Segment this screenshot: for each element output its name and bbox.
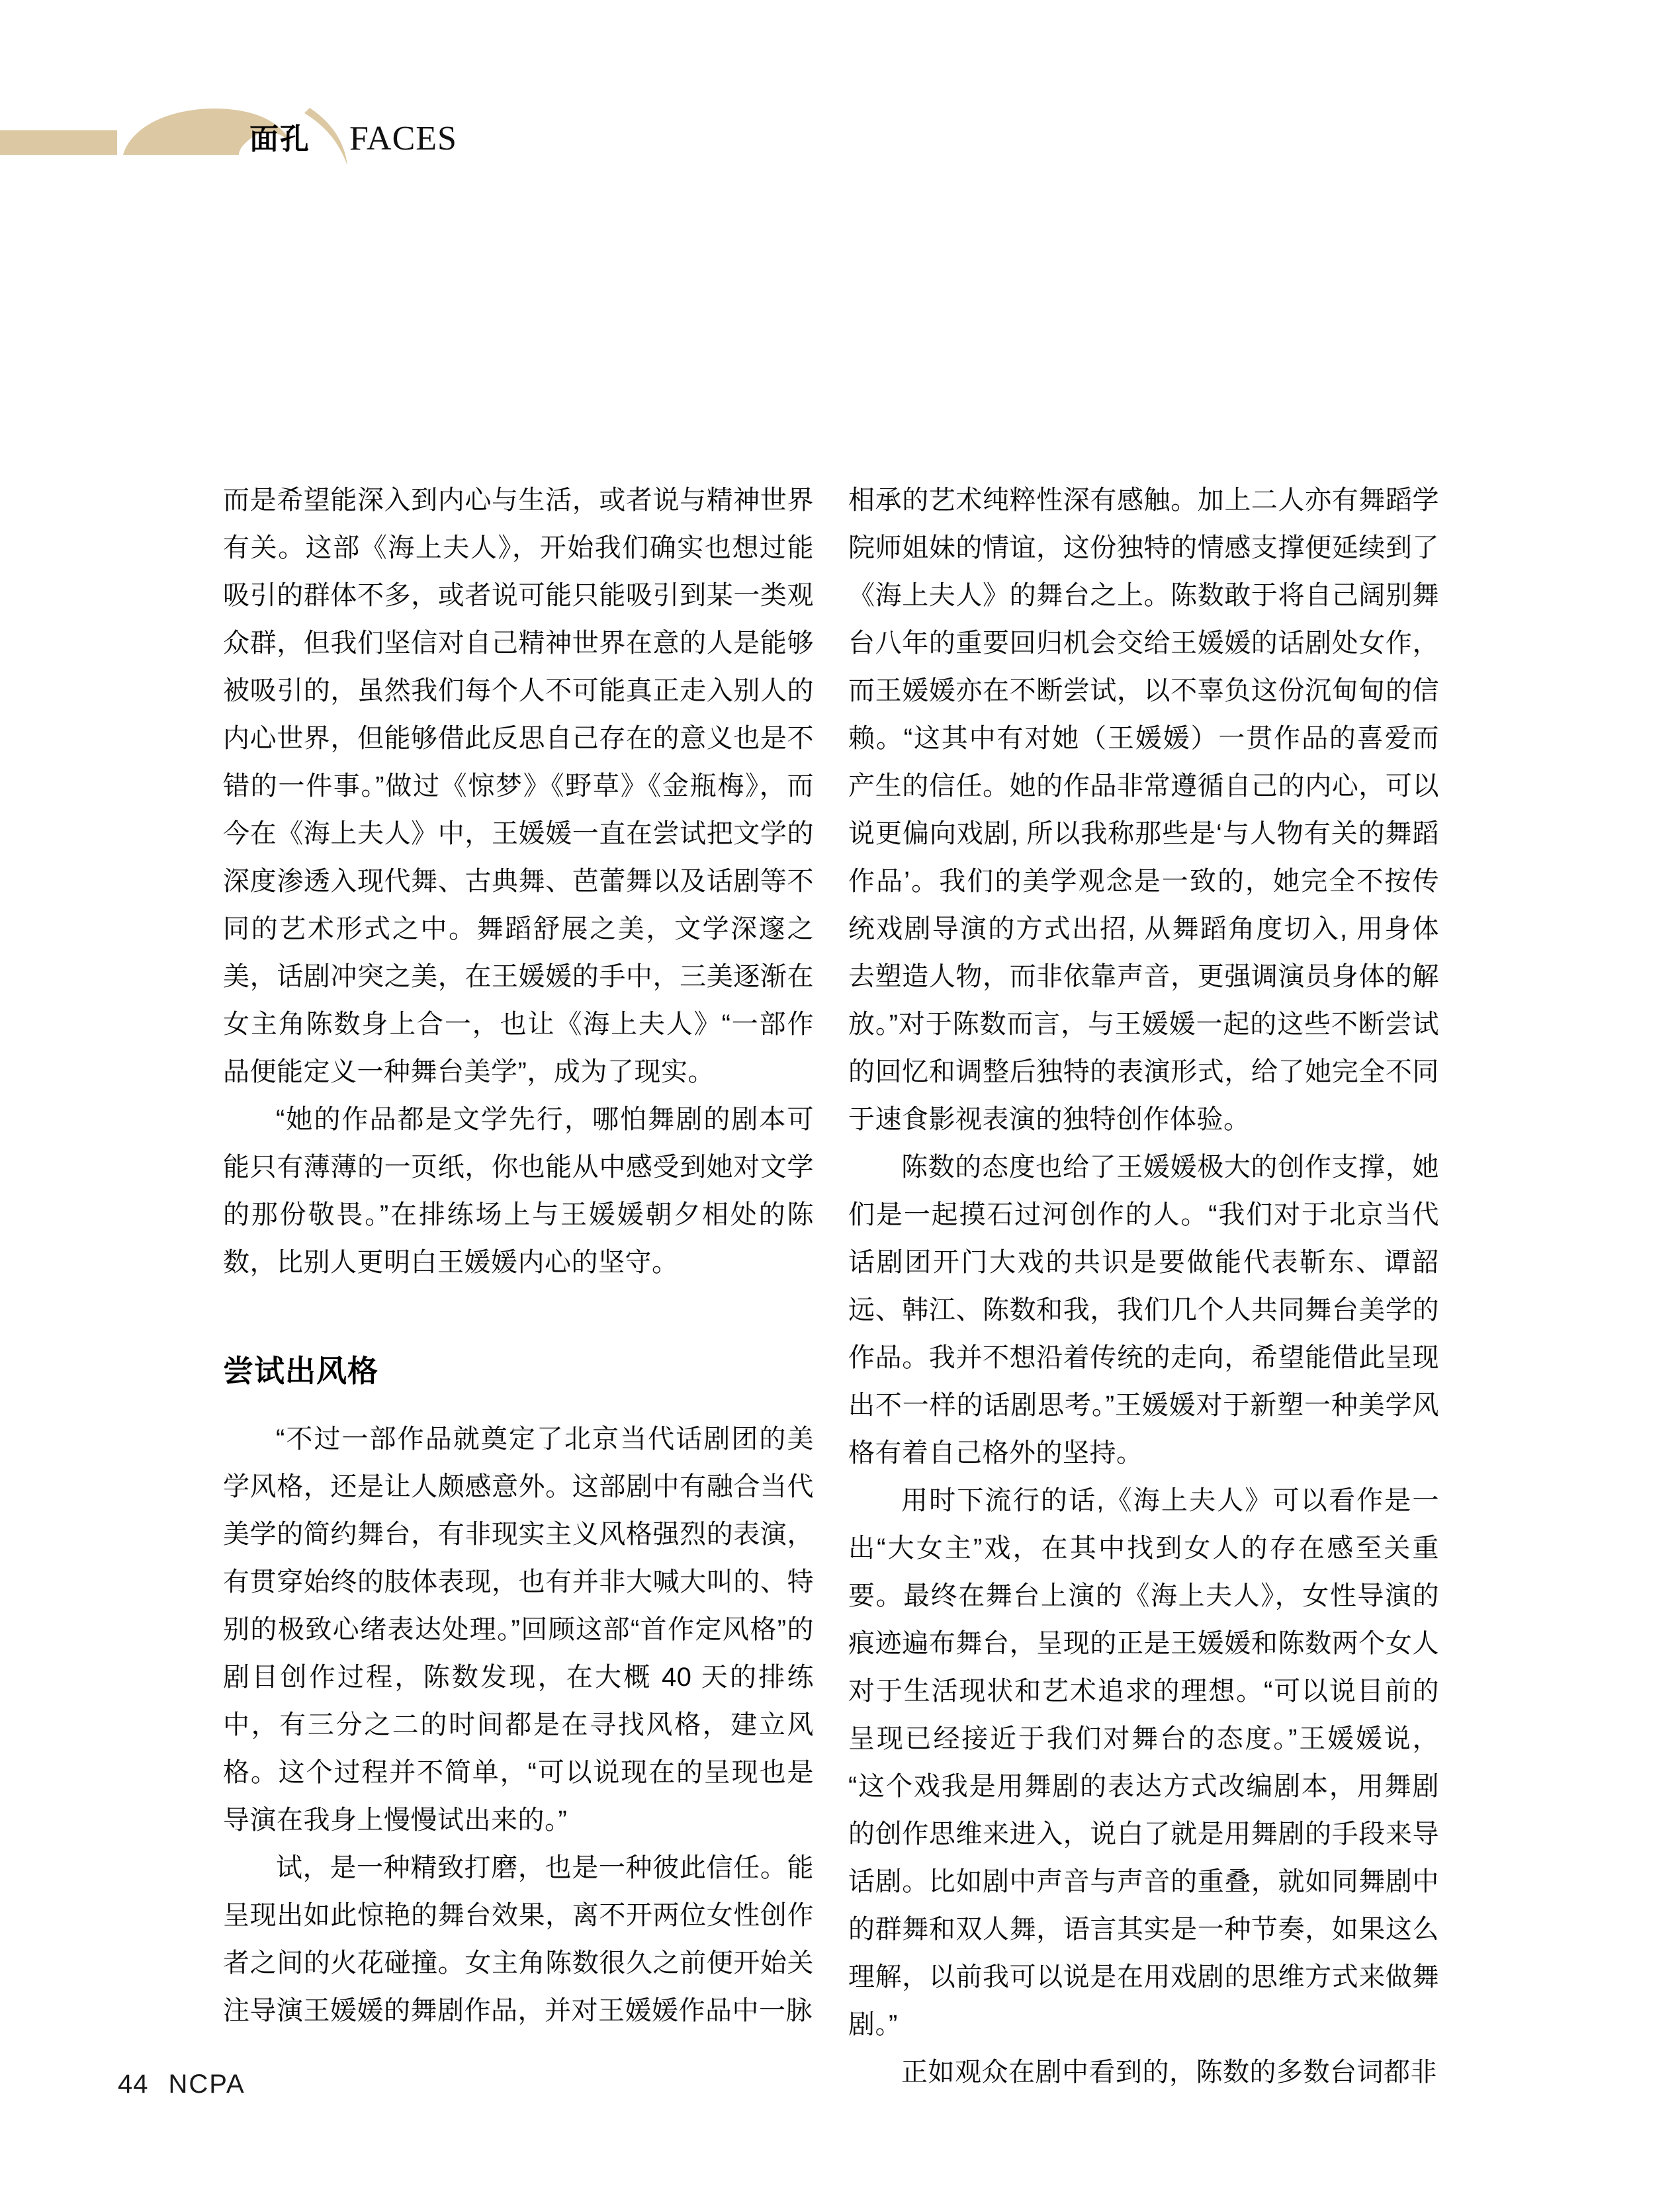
paragraph-trial-and-trust: 试，是一种精致打磨，也是一种彼此信任。能呈现出如此惊艳的舞台效果，离不开两位女性创作者之间的火花碰撞。女主角陈数很久之前便开始关注导演王媛媛的舞剧作品，并对王媛媛作品中一脉 [223, 1853, 814, 2025]
right-column [848, 476, 1439, 2096]
paragraph-literature-quote: “她的作品都是文学先行，哪怕舞剧的剧本可能只有薄薄的一页纸，你也能从中感受到她对文学的那份敬畏。”在排练场上与王媛媛朝夕相处的陈数，比别人更明白王媛媛内心的坚守。 [223, 1105, 814, 1277]
journal-abbreviation: NCPA [168, 2070, 245, 2099]
section-title-chinese: 面孔 [249, 123, 310, 155]
page-footer [118, 2068, 245, 2100]
paragraph-style-discovery: “不过一部作品就奠定了北京当代话剧团的美学风格，还是让人颇感意外。这部剧中有融合当代美学的简约舞台，有非现实主义风格强烈的表演，有贯穿始终的肢体表现，也有并非大喊大叫的、特别的极致心绪表达处理。”回顾这部“首作定风格”的剧目创作过程，陈数发现，在大概 40 天的排练中，有三分之二的时间都是在寻找风格，建立风格。这个过程并不简单，“可以说现在的呈现也是导演在我身上慢慢试出来的。” [223, 1424, 814, 1835]
paragraph-continued-right: 相承的艺术纯粹性深有感触。加上二人亦有舞蹈学院师姐妹的情谊，这份独特的情感支撑便延续到了《海上夫人》的舞台之上。陈数敢于将自己阔别舞台八年的重要回归机会交给王媛媛的话剧处女作，而王媛媛亦在不断尝试，以不辜负这份沉甸甸的信赖。“这其中有对她（王媛媛）一贯作品的喜爱而产生的信任。她的作品非常遵循自己的内心，可以说更偏向戏剧, 所以我称那些是‘与人物有关的舞蹈作品’。我们的美学观念是一致的，她完全不按传统戏剧导演的方式出招, 从舞蹈角度切入, 用身体去塑造人物，而非依靠声音，更强调演员身体的解放。”对于陈数而言，与王媛媛一起的这些不断尝试的回忆和调整后独特的表演形式，给了她完全不同于速食影视表演的独特创作体验。 [848, 486, 1439, 1134]
banner-crescent-shape [304, 108, 347, 165]
subsection-heading: 尝试出风格 [223, 1354, 378, 1389]
paragraph-heroine-play: 用时下流行的话,《海上夫人》可以看作是一出“大女主”戏，在其中找到女人的存在感至关重要。最终在舞台上演的《海上夫人》，女性导演的痕迹遍布舞台，呈现的正是王媛媛和陈数两个女人对于生活现状和艺术追求的理想。“可以说目前的呈现已经接近于我们对舞台的态度。”王媛媛说，“这个戏我是用舞剧的表达方式改编剧本，用舞剧的创作思维来进入，说白了就是用舞剧的手段来导话剧。比如剧中声音与声音的重叠，就如同舞剧中的群舞和双人舞，语言其实是一种节奏，如果这么理解，以前我可以说是在用戏剧的思维方式来做舞剧。” [848, 1486, 1439, 2039]
paragraph-continued-from-previous-page: 而是希望能深入到内心与生活，或者说与精神世界有关。这部《海上夫人》，开始我们确实也想过能吸引的群体不多，或者说可能只能吸引到某一类观众群，但我们坚信对自己精神世界在意的人是能够被吸引的，虽然我们每个人不可能真正走入别人的内心世界，但能够借此反思自己存在的意义也是不错的一件事。”做过《惊梦》《野草》《金瓶梅》，而今在《海上夫人》中，王媛媛一直在尝试把文学的深度渗透入现代舞、古典舞、芭蕾舞以及话剧等不同的艺术形式之中。舞蹈舒展之美，文学深邃之美，话剧冲突之美，在王媛媛的手中，三美逐渐在女主角陈数身上合一，也让《海上夫人》“一部作品便能定义一种舞台美学”，成为了现实。 [223, 486, 814, 1086]
paragraph-mutual-support: 陈数的态度也给了王媛媛极大的创作支撑，她们是一起摸石过河创作的人。“我们对于北京当代话剧团开门大戏的共识是要做能代表靳东、谭韶远、韩江、陈数和我，我们几个人共同舞台美学的作品。我并不想沿着传统的走向，希望能借此呈现出不一样的话剧思考。”王媛媛对于新塑一种美学风格有着自己格外的坚持。 [848, 1153, 1439, 1467]
banner-bar-shape [0, 130, 117, 155]
left-column-lower [223, 1415, 814, 2035]
paragraph-audience-lines: 正如观众在剧中看到的，陈数的多数台词都非 [901, 2058, 1437, 2087]
left-column-upper [223, 476, 814, 1286]
page-number: 44 [118, 2070, 149, 2099]
section-title-english: FACES [349, 120, 457, 157]
